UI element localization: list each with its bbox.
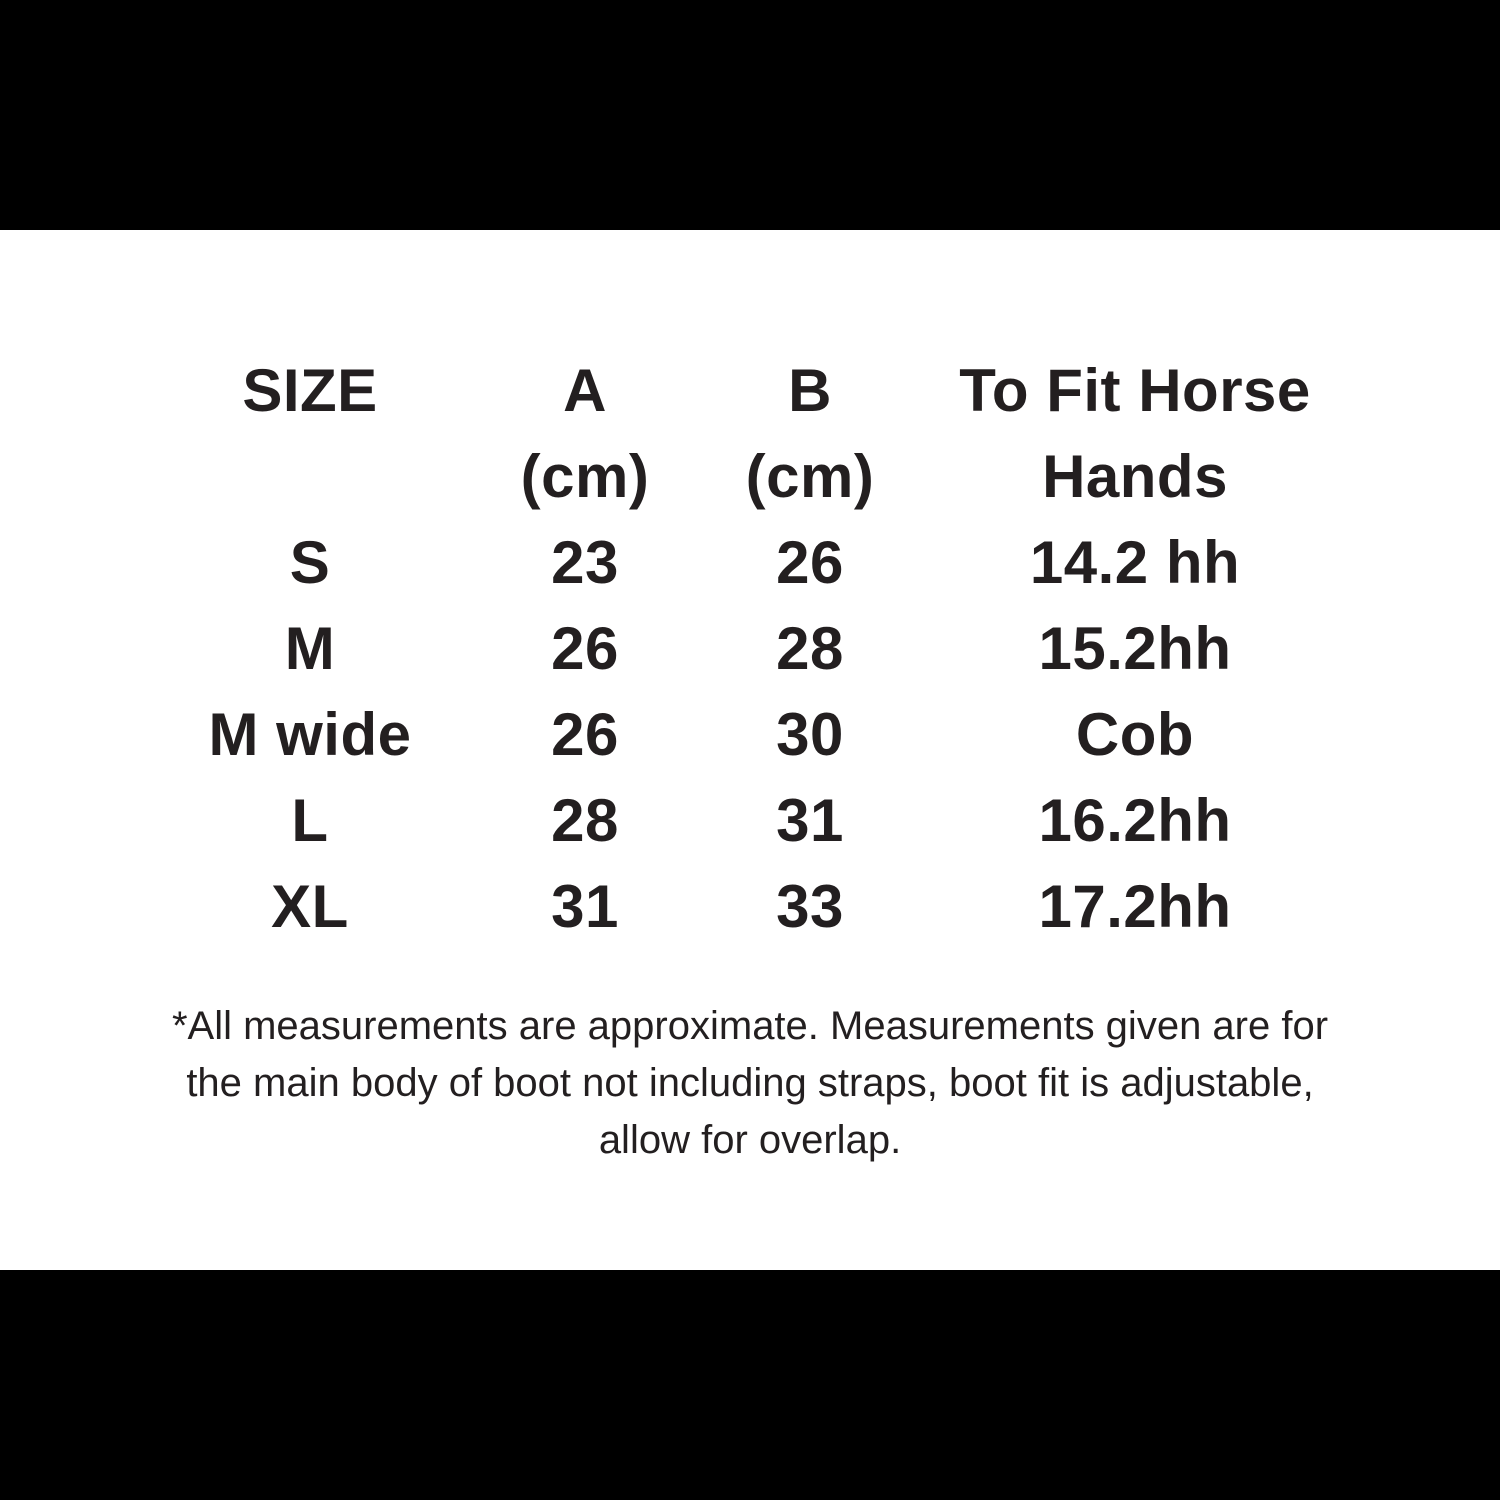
row-xl-fit: 17.2hh xyxy=(1038,872,1232,940)
row-mwide-a: 26 xyxy=(551,700,619,768)
header-fit-unit: Hands xyxy=(1042,442,1228,510)
row-mwide-fit: Cob xyxy=(1075,700,1195,768)
row-m-size: M xyxy=(284,614,336,682)
row-l-b: 31 xyxy=(776,786,844,854)
row-l-size: L xyxy=(291,786,329,854)
size-table xyxy=(150,347,1350,949)
row-m-fit: 15.2hh xyxy=(1038,614,1232,682)
header-size-sub xyxy=(150,433,470,519)
size-chart-sheet xyxy=(0,230,1500,1270)
footnote-line-2: the main body of boot not including straps, boot fit is adjustable, xyxy=(186,1061,1314,1105)
measurements-footnote xyxy=(0,998,1500,1169)
header-a: A xyxy=(563,356,607,424)
row-xl-size: XL xyxy=(271,872,349,940)
row-xl-a: 31 xyxy=(551,872,619,940)
letterbox-top-bar xyxy=(0,0,1500,230)
header-b: B xyxy=(788,356,832,424)
row-l-a: 28 xyxy=(551,786,619,854)
row-s-b: 26 xyxy=(776,528,844,596)
row-l-fit: 16.2hh xyxy=(1038,786,1232,854)
row-s-fit: 14.2 hh xyxy=(1029,528,1241,596)
footnote-line-1: *All measurements are approximate. Measurements given are for xyxy=(171,1004,1329,1048)
row-s-size: S xyxy=(289,528,331,596)
row-mwide-size: M wide xyxy=(208,700,412,768)
header-fit: To Fit Horse xyxy=(959,356,1311,424)
row-mwide-b: 30 xyxy=(776,700,844,768)
row-m-a: 26 xyxy=(551,614,619,682)
header-a-unit: (cm) xyxy=(520,442,650,510)
footnote-line-3: allow for overlap. xyxy=(598,1118,902,1162)
header-b-unit: (cm) xyxy=(745,442,875,510)
row-s-a: 23 xyxy=(551,528,619,596)
row-m-b: 28 xyxy=(776,614,844,682)
header-size: SIZE xyxy=(242,356,378,424)
letterbox-bottom-bar xyxy=(0,1270,1500,1500)
row-xl-b: 33 xyxy=(776,872,844,940)
